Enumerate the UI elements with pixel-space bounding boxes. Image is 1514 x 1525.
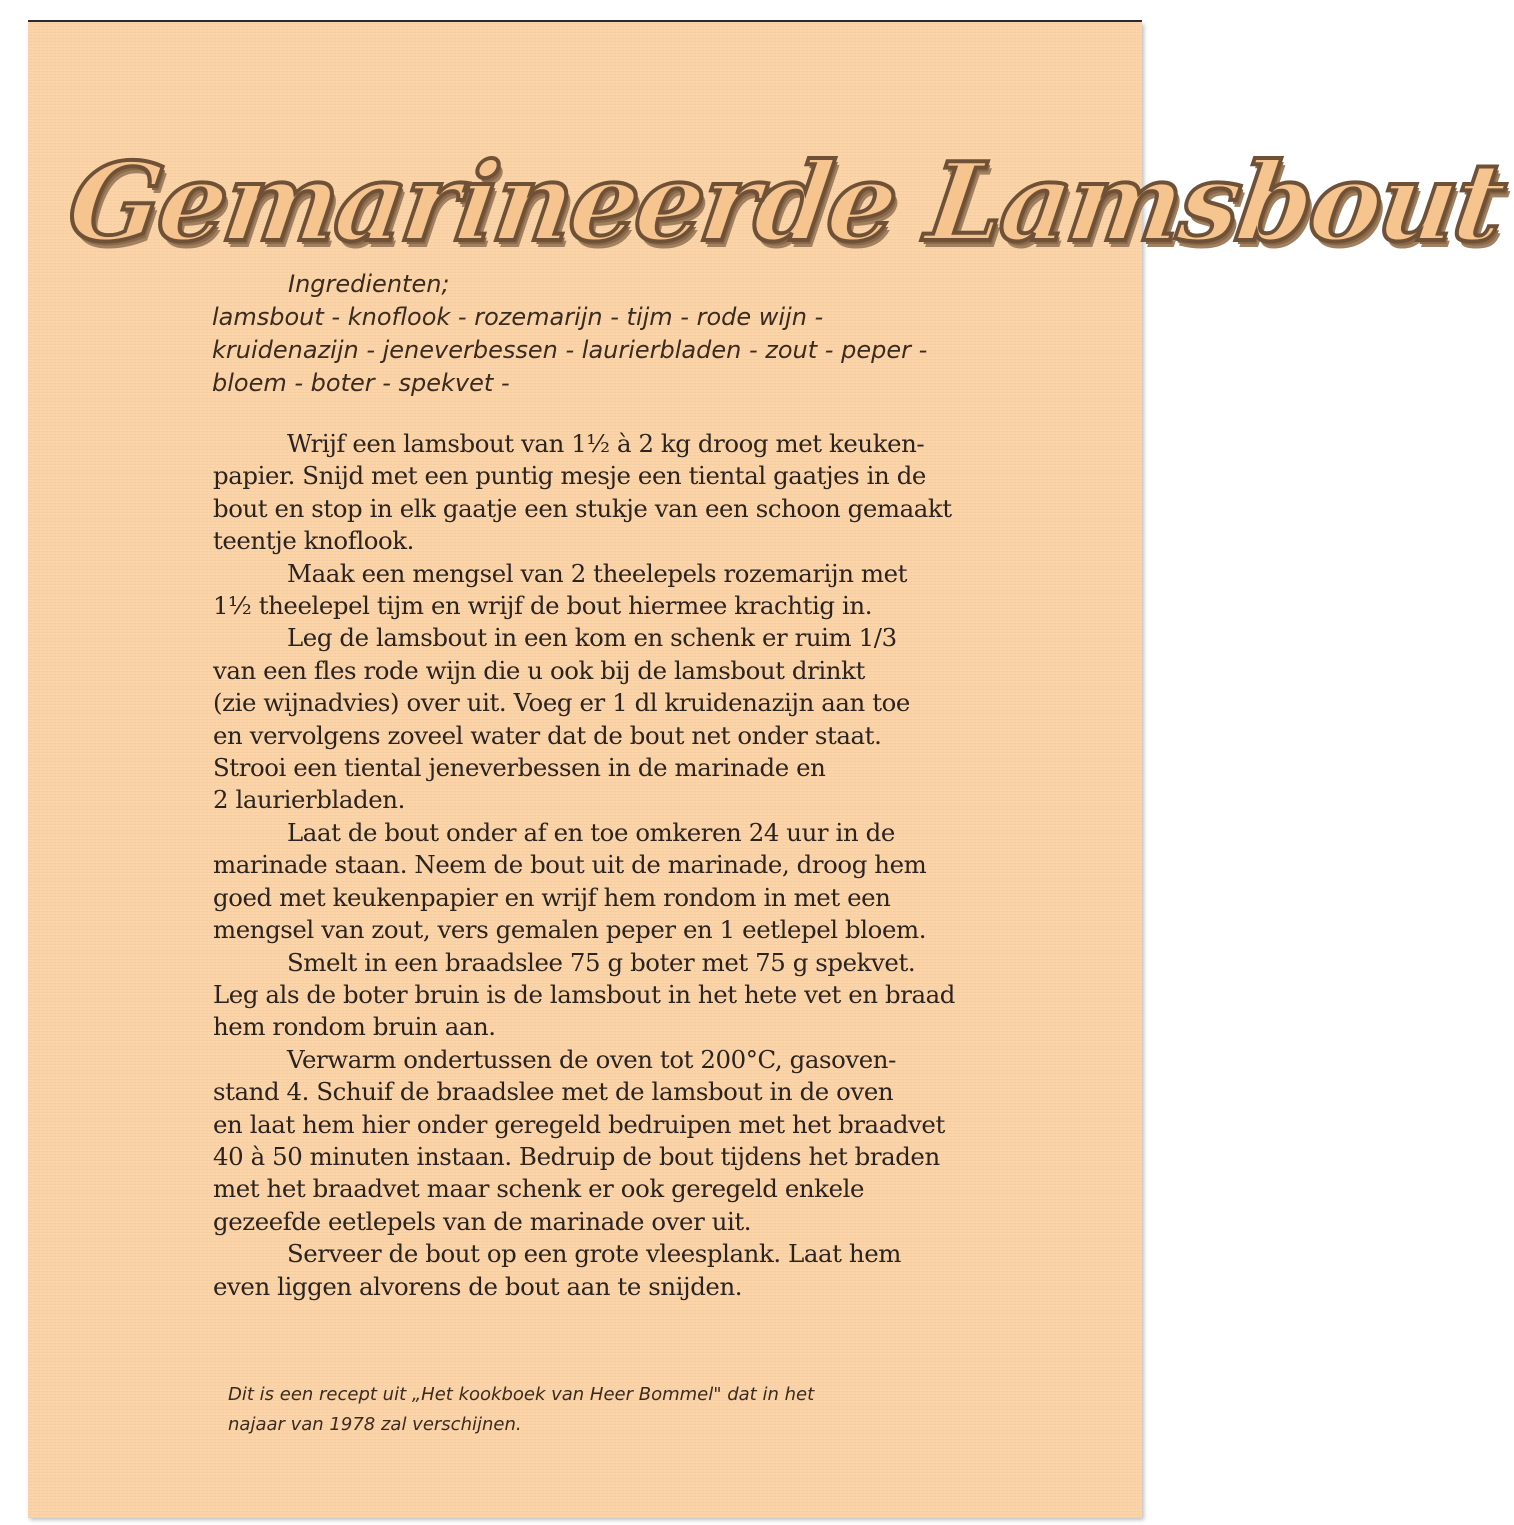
- instruction-line: teentje knoflook.: [213, 526, 415, 556]
- instruction-line: Leg als de boter bruin is de lamsbout in het hete vet en braad: [213, 979, 955, 1009]
- recipe-title: Gemarineerde Lamsbout: [61, 140, 1511, 266]
- instruction-line: papier. Snijd met een puntig mesje een tiental gaatjes in de: [213, 461, 926, 491]
- instruction-line: 2 laurierbladen.: [213, 785, 405, 815]
- instruction-line: en laat hem hier onder geregeld bedruipen met het braadvet: [213, 1109, 945, 1139]
- instruction-line: mengsel van zout, vers gemalen peper en 1 eetlepel bloem.: [213, 915, 927, 945]
- source-note-line: Dit is een recept uit „Het kookboek van Heer Bommel" dat in het: [228, 1384, 815, 1405]
- source-note-line: najaar van 1978 zal verschijnen.: [228, 1414, 522, 1435]
- ingredients-line: bloem - boter - spekvet -: [212, 369, 510, 397]
- instruction-line: bout en stop in elk gaatje een stukje van een schoon gemaakt: [213, 493, 952, 523]
- instruction-line: Wrijf een lamsbout van 1½ à 2 kg droog met keuken-: [287, 429, 925, 458]
- instruction-line: Maak een mengsel van 2 theelepels rozemarijn met: [287, 558, 908, 588]
- instruction-line: Leg de lamsbout in een kom en schenk er ruim 1/3: [287, 623, 897, 653]
- instruction-line: stand 4. Schuif de braadslee met de lamsbout in de oven: [213, 1077, 894, 1107]
- instruction-line: even liggen alvorens de bout aan te snijden.: [213, 1271, 743, 1301]
- instruction-line: goed met keukenpapier en wrijf hem rondom in met een: [213, 882, 891, 912]
- instruction-line: 1½ theelepel tijm en wrijf de bout hiermee krachtig in.: [213, 591, 873, 621]
- ingredients-heading: Ingredienten;: [288, 270, 450, 298]
- instruction-line: 40 à 50 minuten instaan. Bedruip de bout tijdens het braden: [213, 1141, 940, 1171]
- instruction-line: en vervolgens zoveel water dat de bout net onder staat.: [213, 720, 882, 750]
- recipe-instructions: [213, 428, 955, 1303]
- instruction-line: (zie wijnadvies) over uit. Voeg er 1 dl kruidenazijn aan toe: [213, 688, 910, 718]
- instruction-line: Laat de bout onder af en toe omkeren 24 uur in de: [287, 817, 895, 847]
- instruction-line: van een fles rode wijn die u ook bij de lamsbout drinkt: [213, 655, 865, 685]
- source-note: [228, 1380, 948, 1440]
- instruction-line: hem rondom bruin aan.: [213, 1012, 496, 1042]
- instruction-line: Strooi een tiental jeneverbessen in de marinade en: [213, 753, 826, 783]
- instruction-line: Serveer de bout op een grote vleesplank. Laat hem: [287, 1239, 901, 1269]
- instruction-line: Verwarm ondertussen de oven tot 200°C, gasoven-: [287, 1044, 896, 1074]
- instruction-line: marinade staan. Neem de bout uit de marinade, droog hem: [213, 850, 927, 880]
- ingredients-section: [212, 268, 972, 400]
- ingredients-line: lamsbout - knoflook - rozemarijn - tijm - rode wijn -: [212, 303, 824, 331]
- instruction-line: Smelt in een braadslee 75 g boter met 75 g spekvet.: [287, 947, 916, 977]
- ingredients-line: kruidenazijn - jeneverbessen - laurierbladen - zout - peper -: [212, 336, 928, 364]
- instruction-line: gezeefde eetlepels van de marinade over uit.: [213, 1206, 752, 1236]
- instruction-line: met het braadvet maar schenk er ook geregeld enkele: [213, 1174, 865, 1204]
